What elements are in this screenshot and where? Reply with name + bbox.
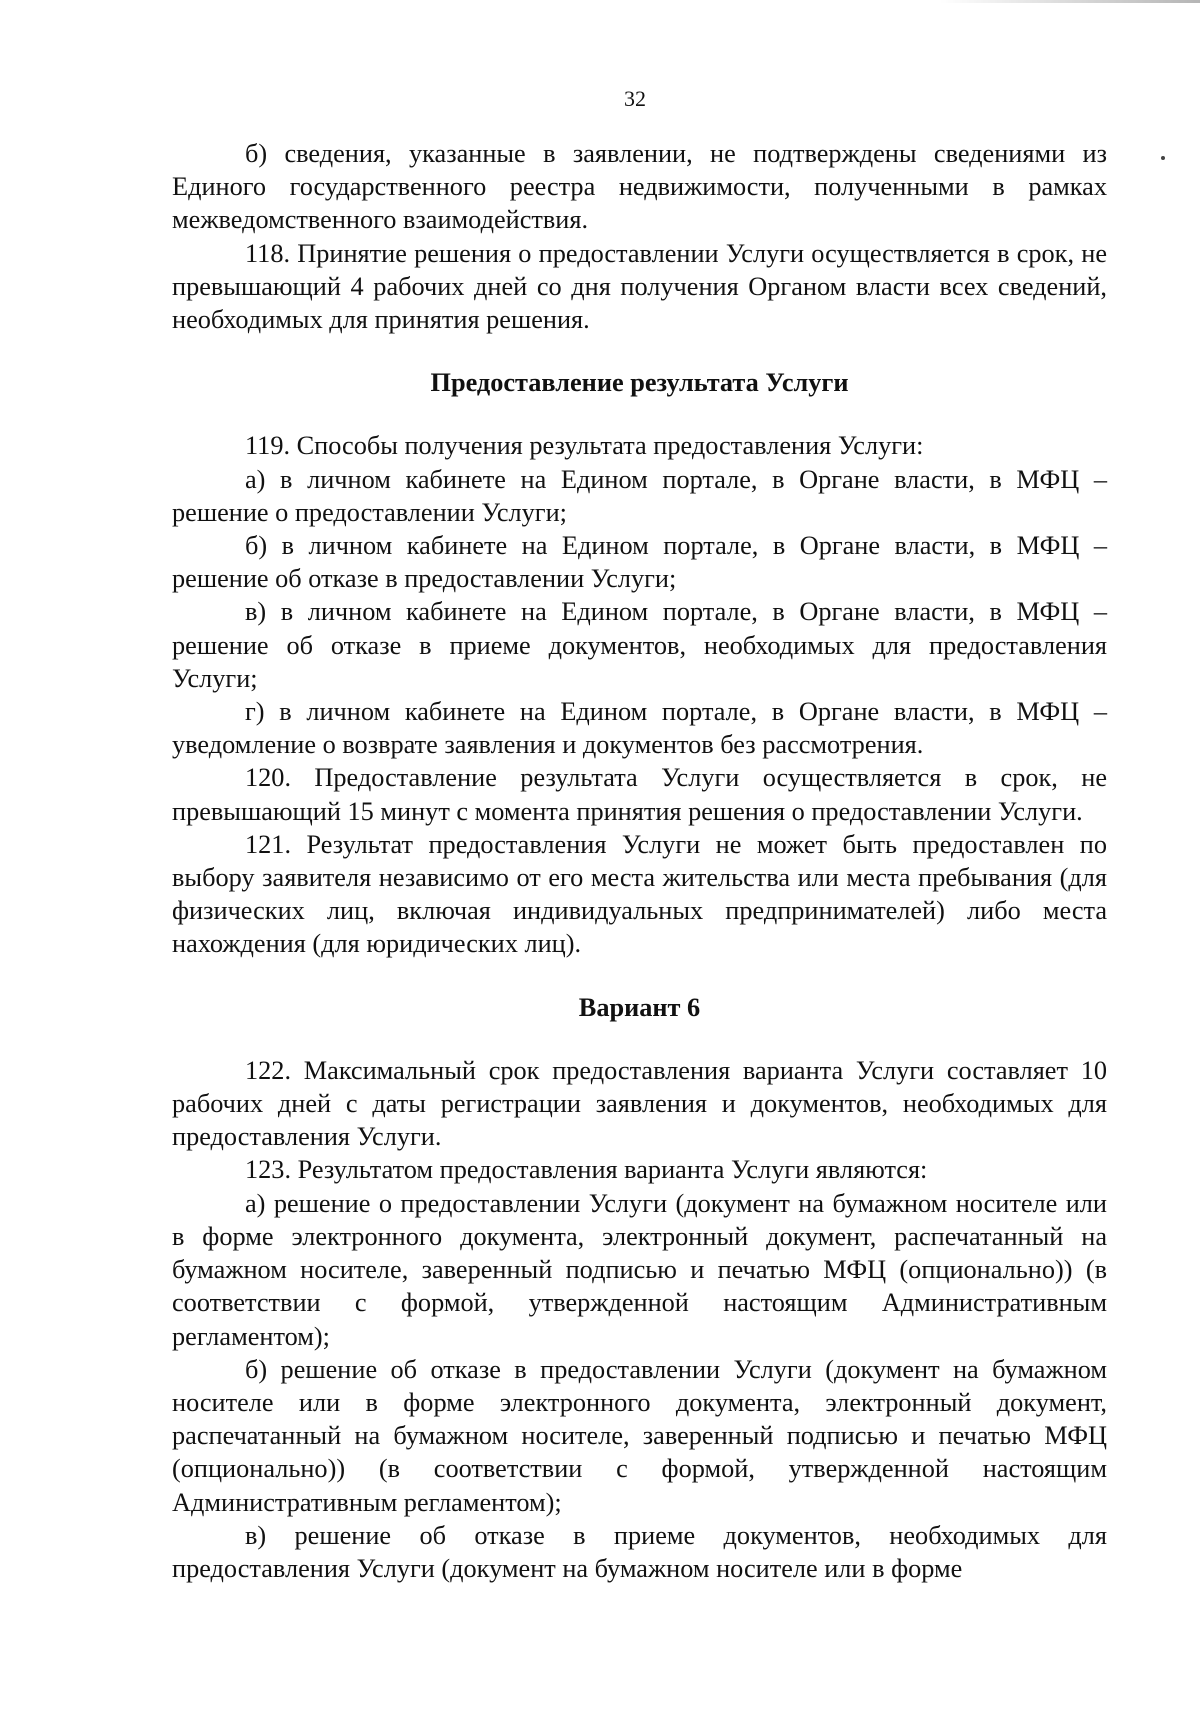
paragraph-123: 123. Результатом предоставления варианта Услуги являются:	[245, 1155, 928, 1185]
paragraph-122: 122. Максимальный срок предоставления варианта Услуги составляет 10 рабочих дней с даты регистрации заявления и документов, необходимых для предоставления Услуги.	[172, 1055, 1107, 1152]
paragraph-123b: б) решение об отказе в предоставлении Услуги (документ на бумажном носителе или в форме электронного документа, электронный документ, распечатанный на бумажном носителе, заверенный подписью и печатью МФЦ (опционально)) (в соответствии с формой, утвержденной настоящим Административным регламентом);	[172, 1354, 1107, 1517]
paragraph-123v: в) решение об отказе в приеме документов, необходимых для предоставления Услуги (документ на бумажном носителе или в форме	[172, 1520, 1107, 1583]
paragraph-119: 119. Способы получения результата предоставления Услуги:	[245, 431, 924, 461]
page-number: 32	[624, 86, 646, 111]
section-heading-variant-6: Вариант 6	[578, 992, 701, 1022]
paragraph-120: 120. Предоставление результата Услуги осуществляется в срок, не превышающий 15 минут с момента принятия решения о предоставлении Услуги.	[172, 763, 1107, 826]
paragraph-121: 121. Результат предоставления Услуги не может быть предоставлен по выбору заявителя независимо от его места жительства или места пребывания (для физических лиц, включая индивидуальных предпринимателей) либо места нахождения (для юридических лиц).	[172, 829, 1107, 959]
document-body	[172, 137, 1107, 1585]
paragraph-119a: а) в личном кабинете на Едином портале, в Органе власти, в МФЦ – решение о предоставлении Услуги;	[172, 464, 1107, 527]
paragraph-119b: б) в личном кабинете на Едином портале, в Органе власти, в МФЦ – решение об отказе в предоставлении Услуги;	[172, 531, 1107, 594]
paragraph-119g: г) в личном кабинете на Едином портале, в Органе власти, в МФЦ – уведомление о возврате заявления и документов без рассмотрения.	[172, 697, 1107, 760]
paragraph-117b: б) сведения, указанные в заявлении, не подтверждены сведениями из Единого государственного реестра недвижимости, полученными в рамках межведомственного взаимодействия.	[172, 139, 1107, 235]
paragraph-118: 118. Принятие решения о предоставлении Услуги осуществляется в срок, не превышающий 4 рабочих дней со дня получения Органом власти всех сведений, необходимых для принятия решения.	[172, 238, 1107, 335]
paragraph-119v: в) в личном кабинете на Едином портале, в Органе власти, в МФЦ – решение об отказе в приеме документов, необходимых для предоставления Услуги;	[172, 597, 1107, 693]
scan-edge-line	[940, 0, 1200, 3]
scan-artifact-dot	[1161, 156, 1165, 160]
section-heading-result: Предоставление результата Услуги	[430, 368, 849, 398]
paragraph-123a: а) решение о предоставлении Услуги (документ на бумажном носителе или в форме электронного документа, электронный документ, распечатанный на бумажном носителе, заверенный подписью и печатью МФЦ (опционально)) (в соответствии с формой, утвержденной настоящим Административным регламентом);	[172, 1188, 1107, 1351]
